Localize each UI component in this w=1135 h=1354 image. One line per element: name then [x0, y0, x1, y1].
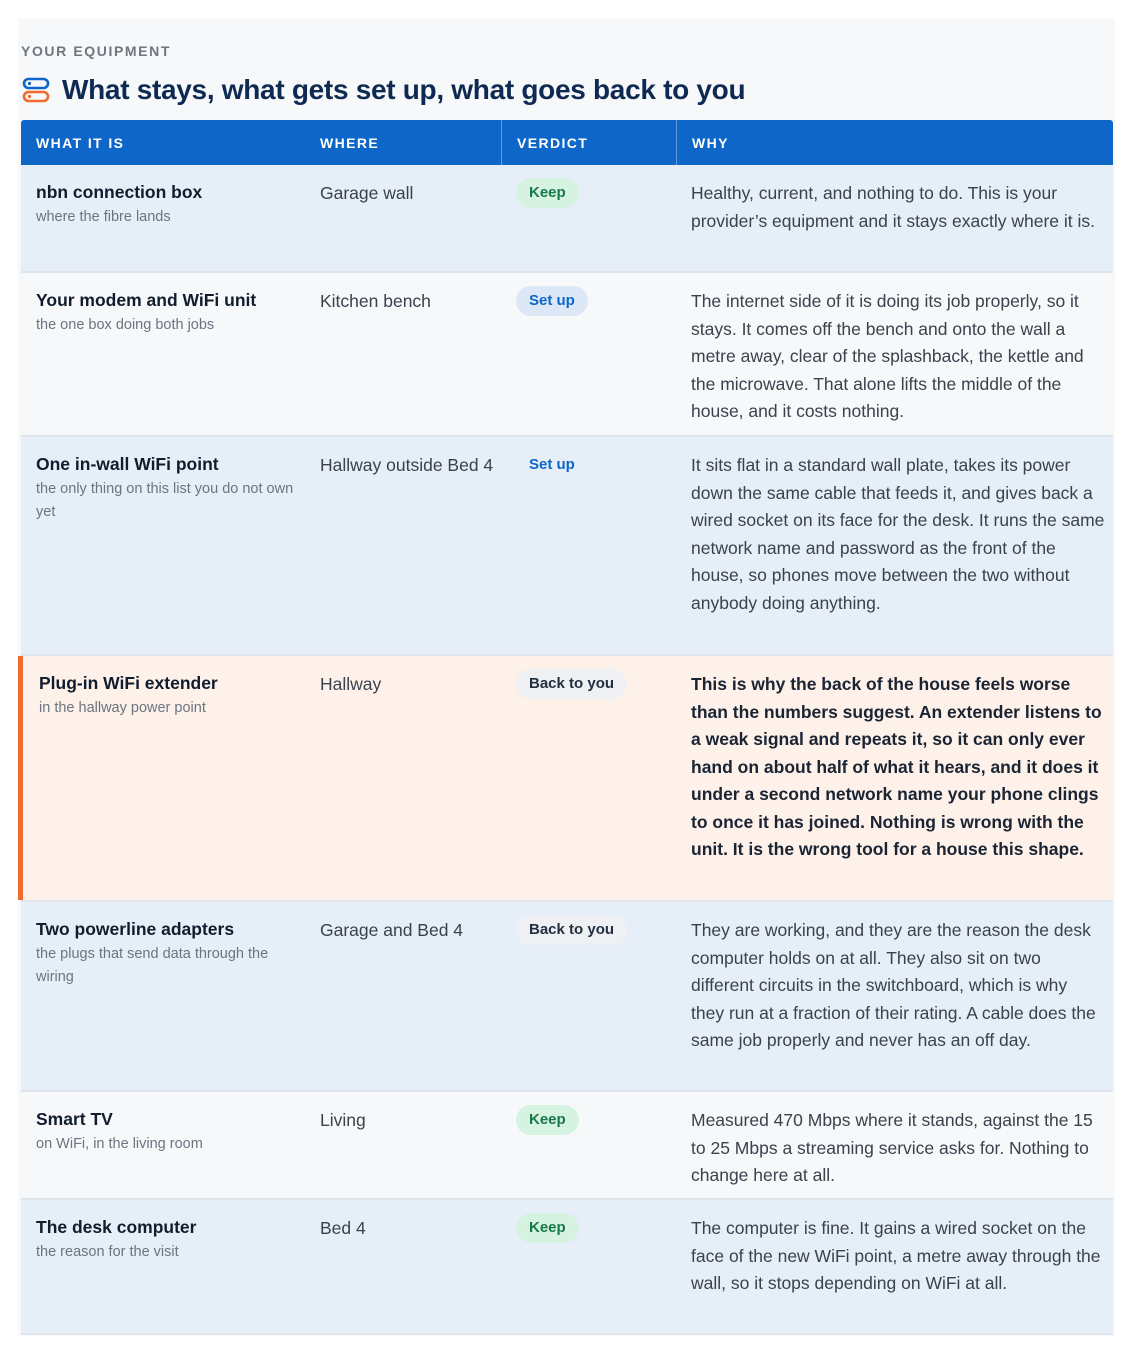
item-location: Bed 4 [320, 1218, 366, 1238]
table-row [21, 273, 1113, 437]
verdict-badge: Set up [516, 286, 588, 316]
cell-what [21, 1200, 305, 1333]
cell-what [21, 437, 305, 654]
page-title: What stays, what gets set up, what goes back to you [62, 74, 746, 105]
item-location: Garage and Bed 4 [320, 920, 464, 940]
cell-verdict [501, 1200, 676, 1333]
item-location: Hallway outside Bed 4 [320, 455, 494, 475]
item-location: Kitchen bench [320, 291, 431, 311]
item-subtitle: the only thing on this list you do not own yet [36, 481, 294, 520]
verdict-badge: Back to you [516, 669, 627, 699]
item-reason: Healthy, current, and nothing to do. This is your provider’s equipment and it stays exactly where it is. [691, 183, 1095, 231]
item-subtitle: where the fibre lands [36, 209, 171, 225]
column-header-where: WHERE [320, 135, 380, 151]
verdict-badge: Set up [529, 456, 575, 473]
column-header-verdict: VERDICT [501, 120, 676, 165]
item-name: Smart TV [36, 1109, 113, 1129]
column-header-what: WHAT IT IS [36, 135, 125, 151]
item-subtitle: in the hallway power point [39, 700, 206, 716]
item-subtitle: the plugs that send data through the wiring [36, 946, 269, 985]
item-location: Living [320, 1110, 366, 1130]
verdict-badge: Keep [516, 178, 579, 208]
item-reason: The internet side of it is doing its job properly, so it stays. It comes off the bench and onto the wall a metre away, clear of the splashback, the kettle and the microwave. That alone lifts the middle of the house, and it costs nothing. [691, 291, 1084, 421]
title-row [22, 74, 745, 106]
verdict-badge: Keep [516, 1213, 579, 1243]
verdict-badge: Keep [516, 1105, 579, 1135]
table-row [21, 902, 1113, 1092]
item-reason: It sits flat in a standard wall plate, takes its power down the same cable that feeds it, and gives back a wired socket on its face for the desk. It runs the same network name and password as the front of the house, so phones move between the two without anybody doing anything. [691, 455, 1105, 613]
item-name: One in-wall WiFi point [36, 454, 219, 474]
cell-what [21, 273, 305, 440]
cell-what [21, 902, 305, 1090]
column-header-why: WHY [676, 120, 1113, 165]
table-row-highlighted [21, 656, 1113, 902]
cell-verdict [501, 437, 676, 654]
cell-verdict [501, 902, 676, 1090]
table-row [21, 1092, 1113, 1200]
cell-verdict [501, 273, 676, 440]
cell-verdict [501, 165, 676, 271]
item-name: nbn connection box [36, 182, 203, 202]
item-reason: The computer is fine. It gains a wired socket on the face of the new WiFi point, a metre away through the wall, so it stops depending on WiFi at all. [691, 1218, 1101, 1293]
item-name: Two powerline adapters [36, 919, 235, 939]
item-name: Plug-in WiFi extender [39, 673, 218, 693]
table-row [21, 165, 1113, 273]
cell-what [21, 165, 305, 271]
equipment-table [21, 120, 1113, 1335]
item-subtitle: on WiFi, in the living room [36, 1136, 203, 1152]
cell-what [21, 1092, 305, 1204]
item-reason: They are working, and they are the reason the desk computer holds on at all. They also sit on two different circuits in the switchboard, which is why they run at a fraction of their rating. A cable does the same job properly and never has an off day. [691, 920, 1096, 1050]
cell-verdict [501, 656, 676, 900]
item-subtitle: the reason for the visit [36, 1244, 179, 1260]
item-location: Garage wall [320, 183, 414, 203]
cell-what [21, 656, 305, 900]
item-subtitle: the one box doing both jobs [36, 317, 215, 333]
item-reason: Measured 470 Mbps where it stands, against the 15 to 25 Mbps a streaming service asks for. Nothing to change here at all. [691, 1110, 1093, 1185]
table-row [21, 1200, 1113, 1335]
cell-verdict [501, 1092, 676, 1204]
table-row [21, 437, 1113, 656]
table-header [21, 120, 1113, 165]
item-reason: This is why the back of the house feels worse than the numbers suggest. An extender listens to a weak signal and repeats it, so it can only ever hand on about half of what it hears, and it does it under a second network name your phone clings to once it has joined. Nothing is wrong with the unit. It is the wrong tool for a house this shape. [691, 674, 1102, 859]
section-eyebrow: YOUR EQUIPMENT [21, 43, 171, 59]
item-name: The desk computer [36, 1217, 197, 1237]
devices-stack-icon [22, 76, 50, 104]
item-location: Hallway [320, 674, 382, 694]
item-name: Your modem and WiFi unit [36, 290, 257, 310]
verdict-badge: Back to you [516, 915, 627, 945]
